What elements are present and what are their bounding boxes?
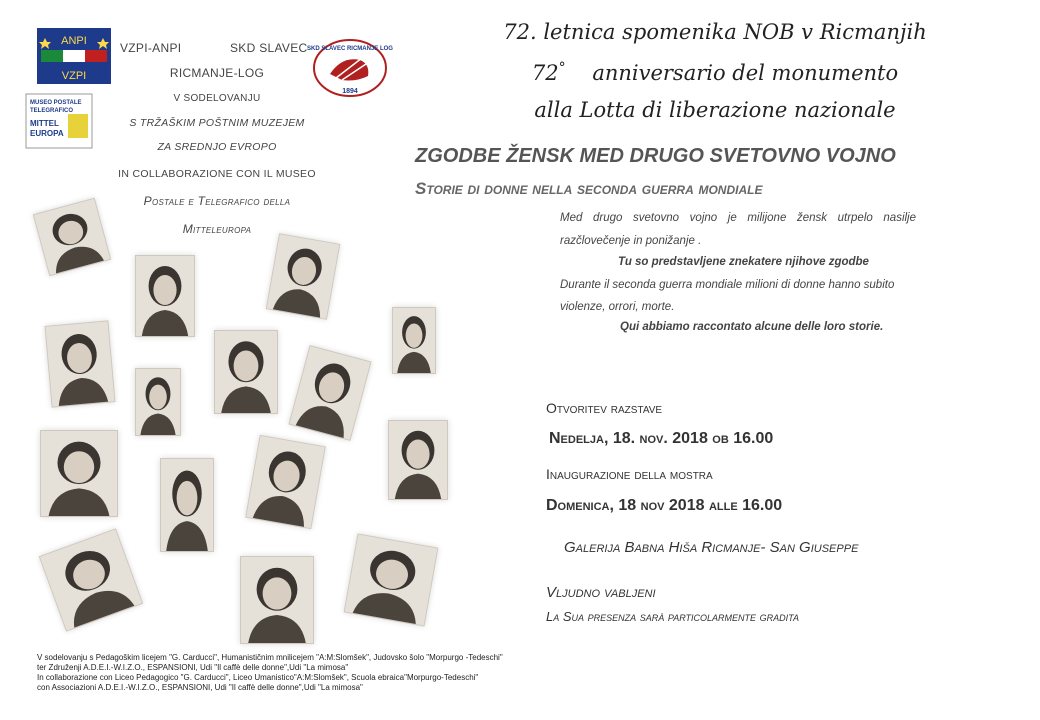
footer-line-1: V sodelovanju s Pedagoškim licejem "G. Carducci", Humanističnim mnilicejem "A:M:Slomšek", Judovsko šolo "Morpurgo -Tedeschi"	[37, 653, 503, 662]
event-date-sl: Nedelja, 18. nov. 2018 ob 16.00	[549, 430, 774, 447]
header-line-1: 72. letnica spomenika NOB v Ricmanjih	[503, 20, 927, 44]
svg-text:TELEGRAFICO: TELEGRAFICO	[30, 108, 73, 114]
org-muzej: S TRŽAŠKIM POŠTNIM MUZEJEM	[129, 117, 305, 129]
degree-mark: °	[558, 60, 566, 76]
intro-it-1: Durante il seconda guerra mondiale milioni di donne hanno subito	[560, 279, 895, 291]
portrait-photo	[33, 198, 111, 276]
event-presenza: La Sua presenza sarà particolarmente gradita	[546, 609, 800, 624]
event-vljudno: Vljudno vabljeni	[546, 584, 656, 601]
footer-line-4: con Associazioni A.D.E.I.-W.I.Z.O., ESPANSIONI, Udi "Il caffè delle donne",Udi "La mimosa"	[37, 683, 363, 692]
footer-line-2: ter Združenji A.D.E.I.-W.I.Z.O., ESPANSIONI, Udi "Il caffè delle donne",Udi "La mimosa"	[37, 663, 349, 672]
header-line-2	[470, 60, 960, 85]
event-venue: Galerija Babna Hiša Ricmanje- San Giuseppe	[564, 539, 859, 556]
portrait-photo	[388, 420, 448, 500]
intro-sl-2: razčlovečenje in ponižanje .	[560, 235, 702, 247]
svg-text:EUROPA: EUROPA	[30, 129, 64, 138]
portrait-photo	[245, 435, 326, 529]
portrait-photo	[344, 533, 439, 626]
portrait-photo	[392, 307, 436, 374]
title-slovene: ZGODBE ŽENSK MED DRUGO SVETOVNO VOJNO	[415, 145, 896, 167]
portrait-photo	[45, 320, 116, 407]
event-date-it: Domenica, 18 nov 2018 alle 16.00	[546, 497, 783, 514]
portrait-photo	[135, 255, 195, 337]
event-otvoritev: Otvoritev razstave	[546, 400, 663, 416]
org-skd: SKD SLAVEC	[230, 41, 308, 55]
org-evropo: ZA SREDNJO EVROPO	[157, 141, 277, 153]
intro-sl-3: Tu so predstavljene znekatere njihove zgodbe	[618, 256, 869, 268]
portrait-photo	[266, 233, 340, 320]
org-ricmanje: RICMANJE-LOG	[169, 66, 265, 80]
footer-credits	[37, 653, 557, 693]
skd-logo-text: SKD SLAVEC RICMANJE LOG	[307, 46, 393, 52]
portrait-photo	[288, 345, 371, 441]
svg-text:MUSEO POSTALE: MUSEO POSTALE	[30, 100, 82, 106]
org-sodelovanju: V SODELOVANJU	[173, 93, 261, 104]
org-postale: Postale e Telegrafico della	[143, 194, 291, 208]
footer-line-3: In collaborazione con Liceo Pedagogico "G. Carducci", Liceo Umanistico"A:M:Slomšek", Scuola ebraica"Morpurgo-Tedeschi"	[37, 673, 479, 682]
svg-text:MITTEL: MITTEL	[30, 119, 59, 128]
skd-logo-year: 1894	[342, 88, 358, 95]
portrait-photo	[240, 556, 314, 644]
title-italian: Storie di donne nella seconda guerra mondiale	[415, 179, 763, 198]
anpi-logo-bottom-text: VZPI	[61, 70, 87, 82]
event-inaugurazione: Inaugurazione della mostra	[546, 466, 713, 482]
header-line-3: alla Lotta di liberazione nazionale	[534, 98, 896, 122]
portrait-photo	[160, 458, 214, 552]
intro-it-2: violenze, orrori, morte.	[560, 301, 675, 313]
intro-sl-1: Med drugo svetovno vojno je milijone žensk utrpelo nasilje	[560, 212, 916, 224]
portrait-photo	[214, 330, 278, 414]
org-collab: IN COLLABORAZIONE CON IL MUSEO	[118, 168, 316, 180]
header-line-2-text: anniversario del monumento	[592, 61, 899, 85]
anpi-logo-top-text: ANPI	[61, 35, 87, 47]
header-line-2-number: 72	[531, 61, 559, 85]
portrait-photo	[39, 528, 143, 631]
portrait-photo	[135, 368, 181, 436]
org-vzpi: VZPI-ANPI	[120, 41, 182, 55]
intro-it-3: Qui abbiamo raccontato alcune delle loro storie.	[620, 321, 884, 333]
org-mitteleuropa: Mitteleuropa	[182, 222, 252, 236]
portrait-photo	[40, 430, 118, 517]
